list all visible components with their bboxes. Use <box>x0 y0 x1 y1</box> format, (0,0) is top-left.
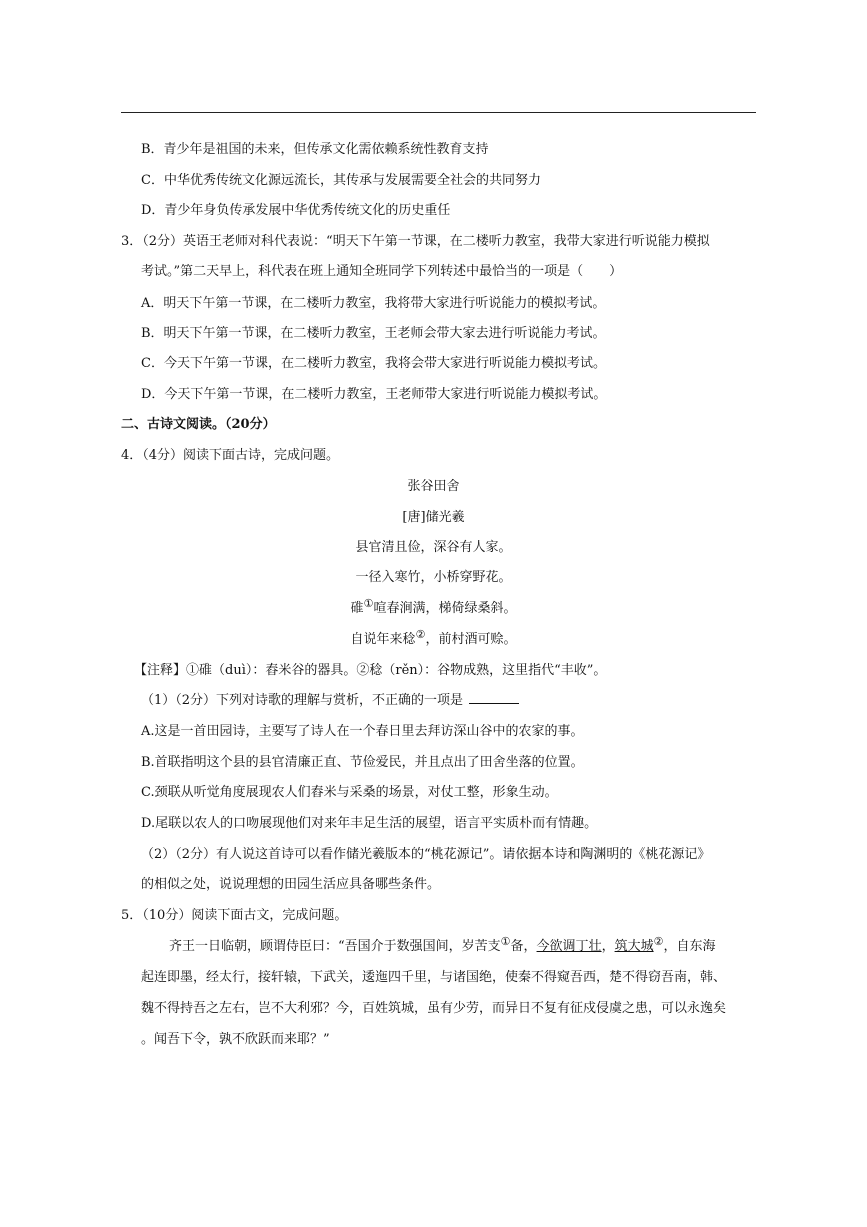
q5-p1-d: ，自东海 <box>663 939 716 954</box>
q4-sub2-line2: 的相似之处，说说理想的田园生活应具备哪些条件。 <box>141 877 441 892</box>
q5-note-mark-1: ① <box>500 935 511 948</box>
q2-option-b: B．青少年是祖国的未来，但传承文化需依赖系统性教育支持 <box>141 142 489 157</box>
q3-stem-line1: 3．（2分）英语王老师对科代表说：“明天下午第一节课，在二楼听力教室，我带大家进行听说能力模拟 <box>121 234 710 249</box>
q5-underlined-phrase-1: 今欲调丁壮 <box>536 939 602 954</box>
note-mark-2: ② <box>415 628 426 641</box>
q3-option-a: A．明天下午第一节课，在二楼听力教室，我将带大家进行听说能力的模拟考试。 <box>141 296 606 311</box>
q3-option-b: B．明天下午第一节课，在二楼听力教室，王老师会带大家去进行听说能力考试。 <box>141 326 606 341</box>
q5-passage-line3: 魏不得持吾之左右，岂不大利邪？今，百姓筑城，虽有少劳，而异日不复有征戍侵虞之患，可以永逸矣 <box>141 1001 727 1016</box>
section-heading: 二、古诗文阅读。（20分） <box>121 417 276 432</box>
q4-intro: 4．（4分）阅读下面古诗，完成问题。 <box>121 448 340 463</box>
q5-p1-b: 备， <box>510 939 537 954</box>
header-rule <box>121 112 756 113</box>
q5-underlined-phrase-2: 筑大城 <box>614 939 654 954</box>
poem-line-4-end: ，前村酒可赊。 <box>425 632 517 647</box>
poem-line-4-start: 自说年来稔 <box>350 632 416 647</box>
q4-sub2-line1: （2）（2分）有人说这首诗可以看作储光羲版本的“桃花源记”。请依据本诗和陶渊明的《桃花源记》 <box>141 847 711 862</box>
poem-line-3 <box>0 599 867 619</box>
q5-note-mark-2: ② <box>653 935 664 948</box>
poem-title: 张谷田舍 <box>407 479 460 494</box>
q4-sub1-option-c: C.颈联从听觉角度展现农人们舂米与采桑的场景，对仗工整，形象生动。 <box>141 785 558 800</box>
q5-p1-c: ， <box>601 939 615 954</box>
q3-option-c: C．今天下午第一节课，在二楼听力教室，我将会带大家进行听说能力模拟考试。 <box>141 356 606 371</box>
q2-option-c: C．中华优秀传统文化源远流长，其传承与发展需要全社会的共同努力 <box>141 173 541 188</box>
q4-sub1 <box>141 691 519 711</box>
poem-line-1: 县官清且俭，深谷有人家。 <box>355 540 512 555</box>
q3-option-d: D．今天下午第一节课，在二楼听力教室，王老师带大家进行听说能力模拟考试。 <box>141 387 607 402</box>
poem-line-4 <box>0 630 867 650</box>
answer-blank <box>469 691 519 704</box>
poem-line-2: 一径入寒竹，小桥穿野花。 <box>355 570 512 585</box>
q5-p1-a: 齐王一日临朝，顾谓侍臣曰：“吾国介于数强国间，岁苦支 <box>169 939 501 954</box>
q4-sub1-option-b: B.首联指明这个县的县官清廉正直、节俭爱民，并且点出了田舍坐落的位置。 <box>141 755 584 770</box>
q3-stem-line2: 考试。”第二天早上，科代表在班上通知全班同学下列转述中最恰当的一项是（ ） <box>141 264 623 279</box>
poem-line-3-start: 碓 <box>350 601 364 616</box>
q4-sub1-option-d: D.尾联以农人的口吻展现他们对来年丰足生活的展望，语言平实质朴而有情趣。 <box>141 816 598 831</box>
poem-line-3-end: 喧春涧满，梯倚绿桑斜。 <box>373 601 517 616</box>
poem-author: [唐]储光羲 <box>402 510 465 525</box>
q2-option-d: D．青少年身负传承发展中华优秀传统文化的历史重任 <box>141 203 451 218</box>
q5-passage-line1 <box>169 937 715 957</box>
q5-passage-line4: 。闻吾下令，孰不欣跃而来耶？” <box>141 1032 330 1047</box>
q4-sub1-text: （1）（2分）下列对诗歌的理解与赏析，不正确的一项是 <box>141 693 464 708</box>
q4-sub1-option-a: A.这是一首田园诗，主要写了诗人在一个春日里去拜访深山谷中的农家的事。 <box>141 724 584 739</box>
poem-note: 【注释】①碓（duì）：舂米谷的器具。②稔（rěn）：谷物成熟，这里指代“丰收”。 <box>134 663 607 678</box>
note-mark-1: ① <box>363 597 374 610</box>
q5-passage-line2: 起连即墨，经太行，接轩辕，下武关，逶迤四千里，与诸国绝，使秦不得窥吾西，楚不得窃吾南，韩、 <box>141 970 727 985</box>
q5-intro: 5．（10分）阅读下面古文，完成问题。 <box>121 908 348 923</box>
